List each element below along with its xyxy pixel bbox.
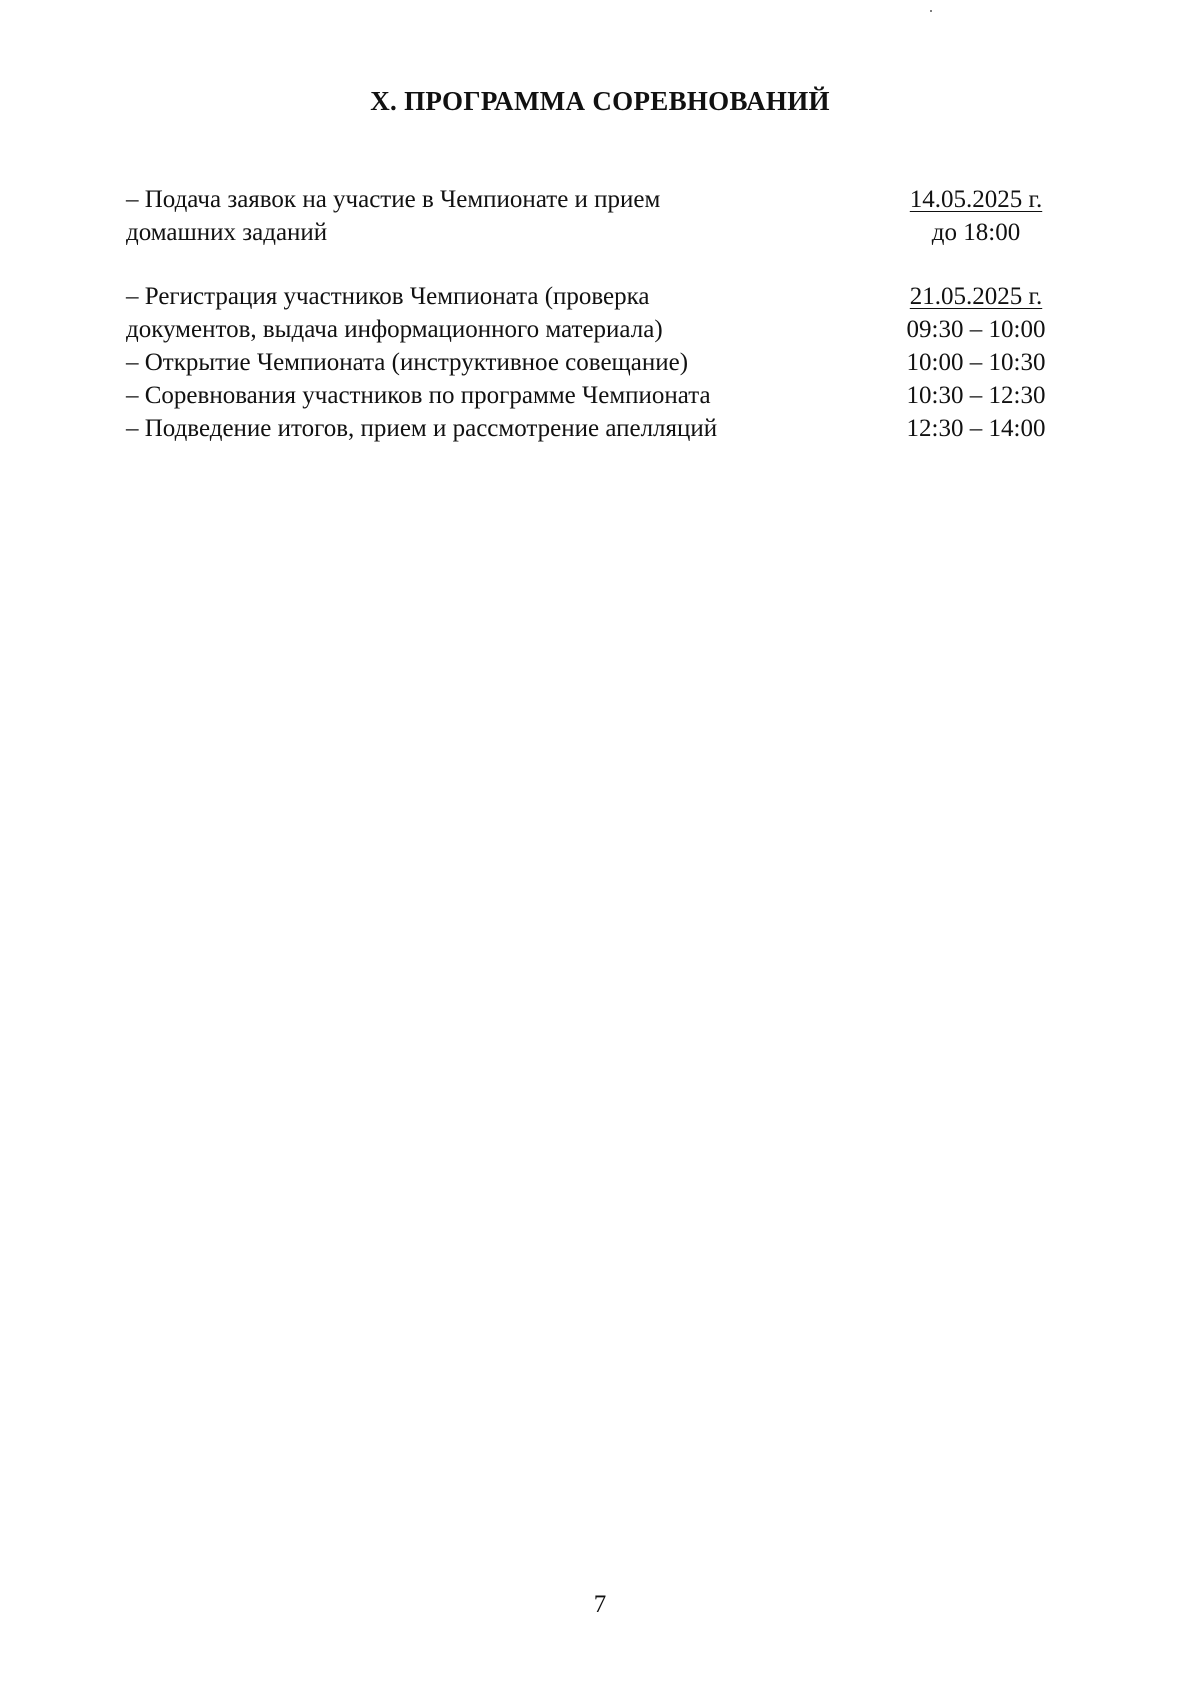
schedule-item-text: – Соревнования участников по программе Чемпионата (126, 382, 711, 409)
schedule-item-text: – Подача заявок на участие в Чемпионате и прием (126, 186, 661, 213)
schedule-time: до 18:00 (931, 219, 1021, 246)
schedule-time: 10:00 – 10:30 (906, 349, 1046, 376)
schedule-row (126, 183, 1061, 216)
schedule-item-text: – Открытие Чемпионата (инструктивное совещание) (126, 349, 689, 376)
schedule-time: 09:30 – 10:00 (906, 316, 1046, 343)
schedule-row (126, 346, 1061, 379)
schedule-time: 12:30 – 14:00 (906, 415, 1046, 442)
scan-speck (930, 10, 932, 12)
schedule-item-text: документов, выдача информационного материала) (126, 316, 663, 343)
schedule-row (126, 216, 1061, 249)
schedule-date: 21.05.2025 г. (909, 283, 1043, 310)
schedule-date: 14.05.2025 г. (909, 186, 1043, 213)
schedule-row (126, 280, 1061, 313)
schedule-row (126, 379, 1061, 412)
schedule-item-text: – Подведение итогов, прием и рассмотрение апелляций (126, 415, 718, 442)
schedule-item-text: – Регистрация участников Чемпионата (проверка (126, 283, 650, 310)
page-number: 7 (593, 1591, 607, 1618)
schedule-item-text: домашних заданий (126, 219, 328, 246)
schedule-row (126, 313, 1061, 346)
schedule-row (126, 412, 1061, 445)
section-title: X. ПРОГРАММА СОРЕВНОВАНИЙ (370, 86, 830, 116)
schedule-time: 10:30 – 12:30 (906, 382, 1046, 409)
